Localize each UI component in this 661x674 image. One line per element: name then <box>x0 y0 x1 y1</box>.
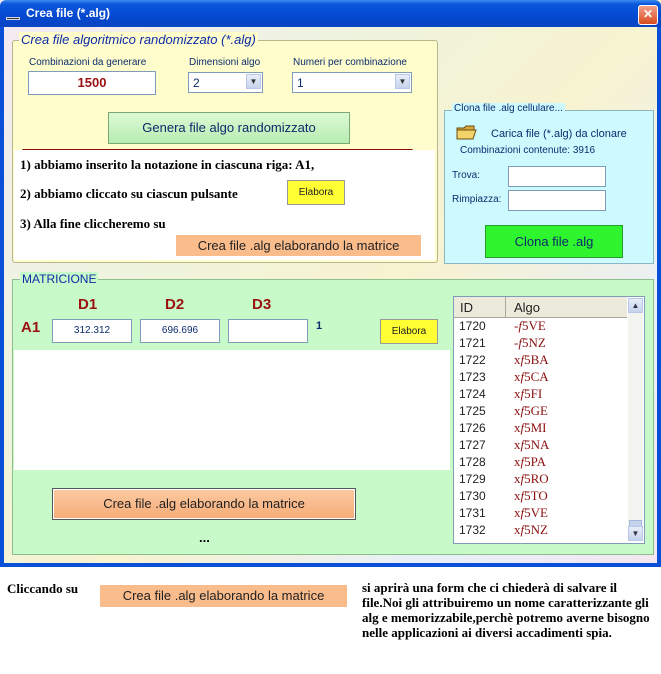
algo-suffix: 5CA <box>524 369 549 384</box>
window-title: Crea file (*.alg) <box>26 6 111 20</box>
list-item-algo <box>514 352 549 368</box>
combinazioni-label: Combinazioni da generare <box>29 57 147 68</box>
algo-prefix: x <box>514 471 521 486</box>
cell-a1-d3[interactable] <box>228 319 308 343</box>
algo-prefix: x <box>514 505 521 520</box>
algo-function: f <box>520 522 525 537</box>
column-header-d2: D2 <box>165 296 185 313</box>
algo-prefix: x <box>514 420 521 435</box>
scroll-up-icon[interactable]: ▲ <box>628 298 643 313</box>
list-item-algo <box>514 522 548 538</box>
instruction-1: 1) abbiamo inserito la notazione in ciascuna riga: A1, <box>20 157 315 172</box>
list-item[interactable] <box>454 522 627 539</box>
carica-label[interactable]: Carica file (*.alg) da clonare <box>491 128 627 140</box>
list-item-id: 1732 <box>459 523 486 537</box>
algo-prefix: x <box>514 522 521 537</box>
crea-matrice-button[interactable]: Crea file .alg elaborando la matrice <box>52 488 356 520</box>
rimpiazza-input[interactable] <box>508 190 606 211</box>
algo-function: f <box>520 352 525 367</box>
list-item[interactable] <box>454 318 627 335</box>
algo-suffix: 5TO <box>524 488 548 503</box>
algo-suffix: 5MI <box>524 420 547 435</box>
algo-function: f <box>520 471 525 486</box>
algo-function: f <box>520 420 525 435</box>
algo-function: f <box>518 335 522 350</box>
list-header-algo[interactable]: Algo <box>514 300 541 315</box>
algo-suffix: 5BA <box>524 352 549 367</box>
list-header <box>454 297 627 318</box>
algo-function: f <box>520 369 525 384</box>
row-label-a1: A1 <box>21 319 41 336</box>
list-item-id: 1729 <box>459 472 486 486</box>
caption-right: si aprirà una form che ci chiederà di salvare il file.Noi gli attribuiremo un nome caratterizzante gli alg e memorizzabile,perchè potremo averne bisogno nelle applicazioni ai diversi accadimenti spia. <box>362 580 650 640</box>
chevron-down-icon[interactable]: ▼ <box>246 74 261 89</box>
list-item-id: 1730 <box>459 489 486 503</box>
algo-suffix: 5PA <box>524 454 547 469</box>
cell-a1-d2[interactable]: 696.696 <box>140 319 220 343</box>
list-item-id: 1728 <box>459 455 486 469</box>
list-item[interactable] <box>454 369 627 386</box>
list-item-algo <box>514 318 546 334</box>
list-item[interactable] <box>454 352 627 369</box>
window-border-bottom <box>0 563 661 567</box>
algo-suffix: 5NZ <box>524 522 548 537</box>
instruction-3: 3) Alla fine cliccheremo su <box>20 216 166 231</box>
numeri-value: 1 <box>297 76 304 90</box>
list-item-algo <box>514 369 549 385</box>
window-border-left <box>0 27 4 567</box>
algo-function: f <box>520 454 525 469</box>
algo-prefix: x <box>514 369 521 384</box>
folder-open-icon[interactable] <box>456 124 478 140</box>
list-item-id: 1724 <box>459 387 486 401</box>
numeri-label: Numeri per combinazione <box>293 57 407 68</box>
caption-left: Cliccando su <box>7 581 79 596</box>
algo-prefix: x <box>514 488 521 503</box>
list-item[interactable] <box>454 505 627 522</box>
clona-group-title: Clona file .alg cellulare... <box>454 103 563 114</box>
algo-prefix: x <box>514 386 521 401</box>
ellipsis-text: ... <box>199 530 210 545</box>
algo-suffix: 5NA <box>524 437 550 452</box>
row-count: 1 <box>316 320 323 332</box>
algo-prefix: x <box>514 437 521 452</box>
list-item[interactable] <box>454 386 627 403</box>
close-button[interactable]: ✕ <box>638 5 658 25</box>
list-item-algo <box>514 386 542 402</box>
list-item-id: 1723 <box>459 370 486 384</box>
list-header-divider <box>505 297 506 317</box>
algo-function: f <box>520 488 525 503</box>
chevron-down-icon[interactable]: ▼ <box>395 74 410 89</box>
combinazioni-input[interactable]: 1500 <box>28 71 156 95</box>
matrix-empty-area <box>14 350 450 470</box>
matricione-title: MATRICIONE <box>22 272 97 286</box>
list-item-algo <box>514 471 549 487</box>
clona-button[interactable]: Clona file .alg <box>485 225 623 258</box>
algo-suffix: 5FI <box>524 386 543 401</box>
list-item-algo <box>514 437 549 453</box>
dimensioni-value: 2 <box>193 76 200 90</box>
list-item[interactable] <box>454 488 627 505</box>
combinazioni-contenute: Combinazioni contenute: 3916 <box>460 145 596 156</box>
list-item-algo <box>514 454 546 470</box>
algo-suffix: 5VE <box>524 505 548 520</box>
column-header-d1: D1 <box>78 296 98 313</box>
numeri-select[interactable] <box>292 72 412 93</box>
dimensioni-select[interactable] <box>188 72 263 93</box>
rimpiazza-label: Rimpiazza: <box>452 194 502 205</box>
instruction-2: 2) abbiamo cliccato su ciascun pulsante <box>20 186 238 201</box>
list-item-id: 1726 <box>459 421 486 435</box>
list-item[interactable] <box>454 403 627 420</box>
list-item[interactable] <box>454 335 627 352</box>
list-item-algo <box>514 420 547 436</box>
algo-function: f <box>520 386 525 401</box>
genera-button[interactable]: Genera file algo randomizzato <box>108 112 350 144</box>
crea-matrice-hint-button[interactable]: Crea file .alg elaborando la matrice <box>176 235 421 256</box>
elabora-button-hint[interactable]: Elabora <box>287 180 345 205</box>
cell-a1-d1[interactable]: 312.312 <box>52 319 132 343</box>
list-header-id[interactable]: ID <box>460 300 473 315</box>
column-header-d3: D3 <box>252 296 272 313</box>
list-item-id: 1731 <box>459 506 486 520</box>
algo-prefix: x <box>514 454 521 469</box>
list-item[interactable] <box>454 471 627 488</box>
list-item[interactable] <box>454 454 627 471</box>
list-item[interactable] <box>454 437 627 454</box>
algo-suffix: 5VE <box>521 318 546 333</box>
list-item[interactable] <box>454 420 627 437</box>
algo-function: f <box>520 505 525 520</box>
trova-input[interactable] <box>508 166 606 187</box>
dimensioni-label: Dimensioni algo <box>189 57 261 68</box>
caption-button: Crea file .alg elaborando la matrice <box>100 585 347 607</box>
algo-function: f <box>520 437 525 452</box>
algo-suffix: 5RO <box>524 471 549 486</box>
window-border-right <box>657 27 661 567</box>
algo-function: f <box>518 318 522 333</box>
algo-prefix: x <box>514 352 521 367</box>
list-item-algo <box>514 335 546 351</box>
list-item-algo <box>514 403 548 419</box>
list-item-algo <box>514 505 548 521</box>
algo-prefix: - <box>514 318 519 333</box>
algo-prefix: x <box>514 403 521 418</box>
list-item-id: 1722 <box>459 353 486 367</box>
algo-suffix: 5GE <box>524 403 548 418</box>
list-item-id: 1721 <box>459 336 486 350</box>
algo-function: f <box>520 403 525 418</box>
crea-file-group-title: Crea file algoritmico randomizzato (*.alg) <box>21 32 256 47</box>
list-scrollbar[interactable] <box>628 298 643 541</box>
algo-prefix: - <box>514 335 519 350</box>
list-item-algo <box>514 488 548 504</box>
algo-list[interactable] <box>453 296 645 544</box>
elabora-button[interactable]: Elabora <box>380 319 438 344</box>
trova-label: Trova: <box>452 170 480 181</box>
list-item-id: 1720 <box>459 319 486 333</box>
list-item-id: 1727 <box>459 438 486 452</box>
scroll-down-icon[interactable]: ▼ <box>628 526 643 541</box>
algo-suffix: 5NZ <box>521 335 546 350</box>
window-icon <box>5 6 21 21</box>
list-item-id: 1725 <box>459 404 486 418</box>
